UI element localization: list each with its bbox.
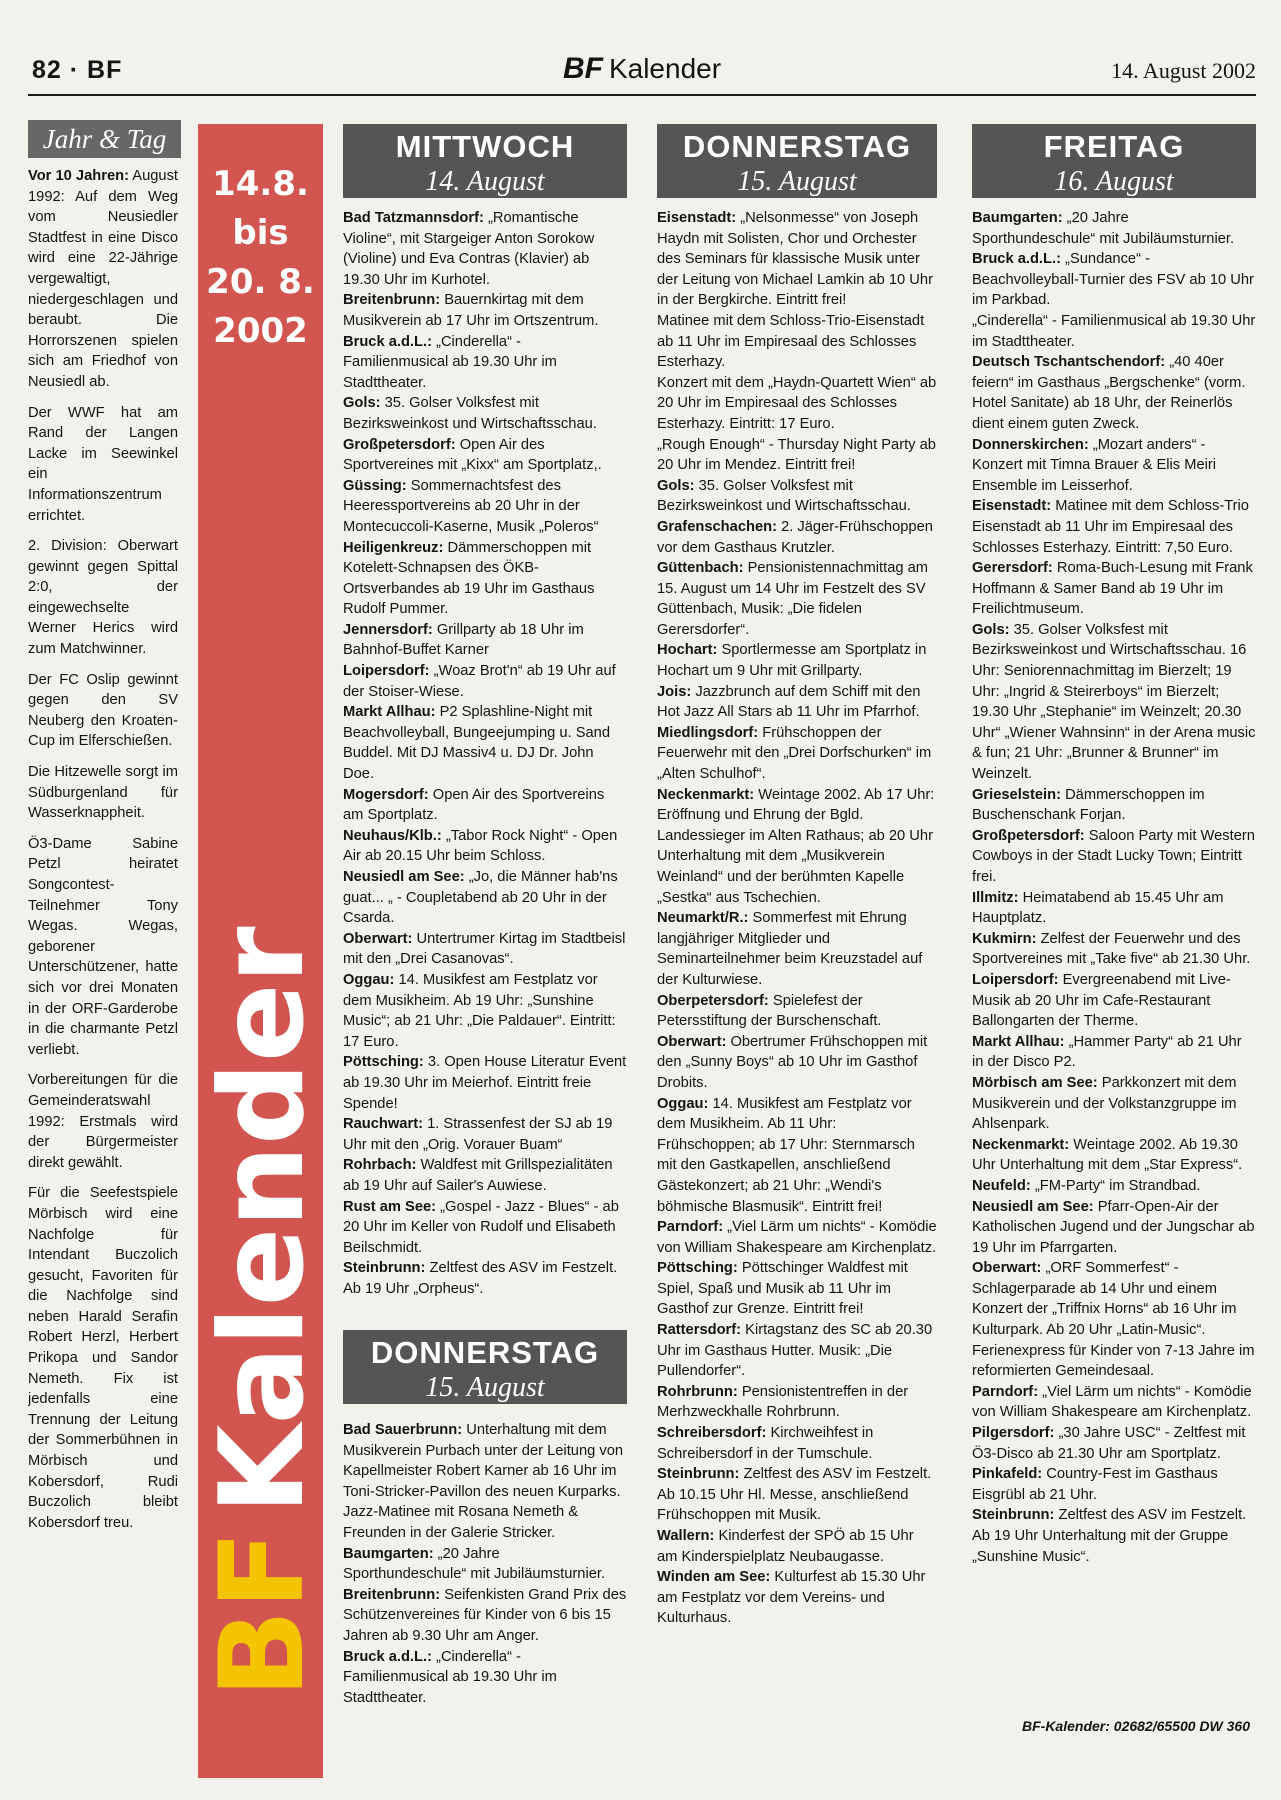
event-entry bbox=[343, 620, 627, 661]
event-entry bbox=[972, 970, 1256, 1032]
event-entry-place: Gols: bbox=[343, 395, 381, 412]
event-entry bbox=[972, 1423, 1256, 1464]
event-entry bbox=[657, 1464, 937, 1526]
event-entry bbox=[972, 435, 1256, 497]
event-entry-place: Gerersdorf: bbox=[972, 560, 1053, 577]
jahr-und-tag-column bbox=[28, 166, 178, 1543]
event-entry-place: Loipersdorf: bbox=[972, 971, 1059, 988]
event-entry bbox=[972, 249, 1256, 311]
event-entry-place: Neckenmarkt: bbox=[657, 786, 755, 803]
event-entry bbox=[343, 332, 627, 394]
event-entry bbox=[972, 888, 1256, 929]
event-entry-text: „Cinderella“ - Familienmusical ab 19.30 Uhr im Stadttheater. bbox=[343, 1648, 557, 1706]
event-entry-text: Zeltfest des ASV im Festzelt. Ab 19 Uhr Unterhaltung mit der Gruppe „Sunshine Music“. bbox=[972, 1507, 1247, 1565]
freitag-date: 16. August bbox=[1054, 166, 1174, 197]
event-entry bbox=[657, 640, 937, 681]
event-entry-place: Grafenschachen: bbox=[657, 518, 777, 535]
event-entry-text: „Nelsonmesse“ von Joseph Haydn mit Solisten, Chor und Orchester des Seminars für klassische Musik unter der Leitung von Michael Lamkin ab 10 Uhr in der Bergkirche. Eintritt frei! bbox=[657, 210, 933, 309]
event-entry bbox=[972, 1505, 1256, 1567]
sidebar-item bbox=[28, 1183, 178, 1533]
event-entry-text: „Viel Lärm um nichts“ - Komödie von William Shakespeare am Kirchenplatz. bbox=[657, 1219, 937, 1256]
event-entry-text: Open Air des Sportvereins am Sportplatz. bbox=[343, 786, 605, 824]
event-entry bbox=[657, 1567, 937, 1629]
event-entry-text: „Hammer Party“ ab 21 Uhr in der Disco P2. bbox=[972, 1033, 1242, 1071]
event-entry bbox=[343, 867, 627, 929]
event-entry-place: Rohrbrunn: bbox=[657, 1383, 738, 1400]
event-entry bbox=[972, 1197, 1256, 1259]
red-date-band bbox=[195, 124, 330, 1778]
issue-date: 14. August 2002 bbox=[1111, 58, 1256, 83]
event-entry-text: „Gospel - Jazz - Blues“ - ab 20 Uhr im Keller von Rudolf und Elisabeth Beilschmidt. bbox=[343, 1198, 619, 1256]
event-entry-place: Oggau: bbox=[343, 971, 395, 988]
event-entry bbox=[343, 1420, 627, 1502]
event-entry-place: Baumgarten: bbox=[343, 1545, 434, 1562]
event-entry-text: 35. Golser Volksfest mit Bezirksweinkost und Wirtschaftsschau. bbox=[343, 395, 597, 432]
event-entry-place: Baumgarten: bbox=[972, 210, 1063, 226]
event-entry-place: Neusiedl am See: bbox=[972, 1198, 1094, 1215]
event-entry bbox=[972, 1135, 1256, 1176]
vertical-logo bbox=[195, 598, 330, 1698]
event-entry bbox=[657, 373, 937, 435]
event-entry bbox=[972, 1073, 1256, 1135]
event-entry-place: Neufeld: bbox=[972, 1177, 1031, 1194]
event-entry bbox=[343, 208, 627, 290]
event-entry-text: „Mozart anders“ - Konzert mit Timna Brauer & Elis Meiri Ensemble im Leisserhof. bbox=[972, 436, 1217, 494]
event-entry-place: Mörbisch am See: bbox=[972, 1074, 1098, 1091]
sidebar-item bbox=[28, 762, 178, 824]
event-entry-place: Bad Tatzmannsdorf: bbox=[343, 210, 484, 226]
event-entry bbox=[657, 1320, 937, 1382]
event-entry bbox=[343, 1585, 627, 1647]
event-entry-text: Matinee mit dem Schloss-Trio Eisenstadt ab 11 Uhr im Empiresaal des Schlosses Esterhazy. Eintritt: 7,50 Euro. bbox=[972, 498, 1249, 556]
event-entry-place: Oberwart: bbox=[343, 930, 413, 947]
event-entry bbox=[657, 208, 937, 311]
event-entry bbox=[343, 785, 627, 826]
event-entry bbox=[972, 826, 1256, 888]
event-entry-text: Parkkonzert mit dem Musikverein und der Volkstanzgruppe im Ahlsenpark. bbox=[972, 1074, 1237, 1133]
sidebar-item bbox=[28, 670, 178, 752]
event-entry-text: Sportlermesse am Sportplatz in Hochart um 9 Uhr mit Grillparty. bbox=[657, 642, 927, 680]
event-entry bbox=[657, 517, 937, 558]
event-entry-place: Winden am See: bbox=[657, 1569, 771, 1586]
event-entry-text: Pfarr-Open-Air der Katholischen Jugend und der Jungschar ab 19 Uhr im Pfarrgarten. bbox=[972, 1198, 1255, 1256]
event-entry-place: Wallern: bbox=[657, 1528, 715, 1544]
event-entry-text: „Rough Enough“ - Thursday Night Party ab 20 Uhr im Mendez. Eintritt frei! bbox=[657, 436, 936, 474]
event-entry bbox=[343, 1647, 627, 1709]
event-entry-place: Großpetersdorf: bbox=[972, 827, 1085, 844]
event-entry bbox=[657, 1032, 937, 1094]
sidebar-item bbox=[28, 166, 178, 393]
event-entry-text: „Sundance“ - Beachvolleyball-Turnier des FSV ab 10 Uhr im Parkbad. bbox=[972, 251, 1254, 309]
event-entry-text: Zeltfest des ASV im Festzelt. Ab 10.15 Uhr Hl. Messe, anschließend Frühschoppen mit Musik. bbox=[657, 1466, 932, 1524]
mittwoch-date: 14. August bbox=[425, 166, 545, 197]
date-range bbox=[198, 160, 323, 356]
event-entry-place: Grieselstein: bbox=[972, 786, 1061, 803]
event-entry-place: Kukmirn: bbox=[972, 930, 1037, 947]
event-entry-text: „FM-Party“ im Strandbad. bbox=[1030, 1177, 1201, 1194]
event-entry-text: P2 Splashline-Night mit Beachvolleyball, Bungeejumping u. Sand Buddel. Mit DJ Massiv4 u. DJ Dr. John Doe. bbox=[343, 704, 611, 783]
event-entry bbox=[343, 1052, 627, 1114]
event-entry-place: Illmitz: bbox=[972, 889, 1019, 906]
event-entry-place: Parndorf: bbox=[657, 1219, 724, 1236]
event-entry bbox=[972, 620, 1256, 785]
event-entry-text: Spielefest der Petersstiftung der Burschenschaft. bbox=[657, 992, 882, 1030]
event-entry-text: Pensionistennachmittag am 15. August um 14 Uhr im Festzelt des SV Güttenbach, Musik: „Die fidelen Gerersdorfer“. bbox=[657, 560, 929, 638]
sidebar-title: Jahr & Tag bbox=[28, 120, 181, 158]
event-entry-place: Heiligenkreuz: bbox=[343, 539, 444, 556]
event-entry bbox=[343, 661, 627, 702]
event-entry-text: „ORF Sommerfest“ - Schlagerparade ab 14 Uhr und einem Konzert der „Triffnix Horns“ ab 16 Uhr im Kulturpark. Ab 20 Uhr „Latin-Music“. Ferienexpress für Kinder von 7-13 Jahre im reformierten Gemeindesaal. bbox=[972, 1260, 1255, 1380]
sidebar-item bbox=[28, 1070, 178, 1173]
event-entry-place: Rust am See: bbox=[343, 1198, 437, 1215]
event-entry-text: Kirtagstanz des SC ab 20.30 Uhr im Gasthaus Hutter. Musik: „Die Pullendorfer“. bbox=[657, 1322, 933, 1380]
event-entry-text: Frühschoppen der Feuerwehr mit den „Drei Dorfschurken“ im „Alten Schulhof“. bbox=[657, 724, 932, 783]
sidebar-item-text: 2. Division: Oberwart gewinnt gegen Spittal 2:0, der eingewechselte Werner Herics wird zum Matchwinner. bbox=[28, 538, 178, 658]
masthead-title: Kalender bbox=[608, 53, 722, 84]
event-entry bbox=[343, 1155, 627, 1196]
event-entry-place: Rattersdorf: bbox=[657, 1322, 742, 1339]
event-entry bbox=[972, 311, 1256, 352]
donnerstag-left-header bbox=[343, 1330, 627, 1404]
event-entry bbox=[972, 785, 1256, 826]
sidebar-item-text: Der FC Oslip gewinnt gegen den SV Neuberg den Kroaten-Cup im Elferschießen. bbox=[28, 671, 178, 750]
event-entry-text: 14. Musikfest am Festplatz vor dem Musikheim. Ab 19 Uhr: „Sunshine Music“; ab 21 Uhr: „Die Paldauer“. Eintritt: 17 Euro. bbox=[343, 971, 616, 1050]
event-entry-place: Bruck a.d.L.: bbox=[972, 251, 1061, 268]
date-range-start: 14.8. bbox=[212, 164, 309, 204]
event-entry-text: „30 Jahre USC“ - Zeltfest mit Ö3-Disco ab 21.30 Uhr am Sportplatz. bbox=[972, 1425, 1246, 1462]
mittwoch-day: MITTWOCH bbox=[395, 129, 575, 164]
event-entry-text: Obertrumer Frühschoppen mit den „Sunny Boys“ ab 10 Uhr im Gasthof Drobits. bbox=[657, 1033, 928, 1091]
event-entry bbox=[657, 476, 937, 517]
mittwoch-header bbox=[343, 124, 627, 198]
sidebar-item bbox=[28, 403, 178, 527]
date-range-bis: bis bbox=[232, 213, 289, 253]
event-entry-place: Steinbrunn: bbox=[343, 1260, 426, 1277]
event-entry-text: Zeltfest des ASV im Festzelt. Ab 19 Uhr „Orpheus“. bbox=[343, 1260, 618, 1297]
event-entry-text: „20 Jahre Sporthundeschule“ mit Jubiläumsturnier. bbox=[343, 1545, 606, 1583]
event-entry bbox=[657, 908, 937, 990]
event-entry bbox=[343, 476, 627, 538]
event-entry bbox=[343, 970, 627, 1052]
page-number: 82 · BF bbox=[32, 56, 123, 84]
event-entry-place: Bad Sauerbrunn: bbox=[343, 1422, 463, 1438]
footer-contact: BF-Kalender: 02682/65500 DW 360 bbox=[1022, 1718, 1250, 1734]
event-entry-text: Grillparty ab 18 Uhr im Bahnhof-Buffet Karner bbox=[343, 621, 584, 659]
event-entry-place: Gols: bbox=[972, 621, 1010, 638]
donnerstag-left-day: DONNERSTAG bbox=[370, 1335, 600, 1370]
event-entry-text: Evergreenabend mit Live-Musik ab 20 Uhr im Cafe-Restaurant Ballongarten der Therme. bbox=[972, 971, 1231, 1030]
event-entry-place: Neckenmarkt: bbox=[972, 1136, 1070, 1153]
event-entry-place: Neusiedl am See: bbox=[343, 869, 465, 885]
masthead-brand: BF bbox=[562, 52, 603, 85]
sidebar-item-text: Die Hitzewelle sorgt im Südburgenland für Wasserknappheit. bbox=[28, 764, 178, 822]
event-entry bbox=[343, 393, 627, 434]
event-entry bbox=[657, 558, 937, 640]
donnerstag-date: 15. August bbox=[737, 166, 857, 197]
event-entry-text: „Jo, die Männer hab'ns guat... „ - Coupletabend ab 20 Uhr in der Csarda. bbox=[343, 869, 618, 927]
event-entry bbox=[657, 1258, 937, 1320]
event-entry-place: Pöttsching: bbox=[343, 1054, 424, 1071]
event-entry-text: Kulturfest ab 15.30 Uhr am Festplatz vor dem Vereins- und Kulturhaus. bbox=[657, 1569, 926, 1627]
event-entry bbox=[972, 1032, 1256, 1073]
sidebar-item-text: August 1992: Auf dem Weg vom Neusiedler Stadtfest in eine Disco wird eine 22-Jährige vergewaltigt, niedergeschlagen und beraubt. Die Horrorszenen spielen sich am Friedhof von Neusiedl ab. bbox=[28, 168, 178, 390]
event-entry bbox=[343, 1114, 627, 1155]
event-entry bbox=[657, 311, 937, 373]
event-entry bbox=[657, 723, 937, 785]
event-entry bbox=[343, 826, 627, 867]
event-entry-place: Mogersdorf: bbox=[343, 786, 429, 803]
event-entry-place: Parndorf: bbox=[972, 1383, 1039, 1400]
event-entry bbox=[972, 352, 1256, 434]
event-entry bbox=[972, 1176, 1256, 1197]
freitag-header bbox=[972, 124, 1256, 198]
event-entry-place: Donnerskirchen: bbox=[972, 436, 1089, 453]
event-entry-text: Sommernachtsfest des Heeressportvereins ab 20 Uhr in der Montecuccoli-Kaserne, Musik „Poleros“ bbox=[343, 477, 599, 535]
event-entry-place: Güssing: bbox=[343, 477, 407, 494]
event-entry-text: Jazz-Matinee mit Rosana Nemeth & Freunden in der Galerie Stricker. bbox=[343, 1504, 579, 1541]
event-entry-text: Pensionistentreffen in der Merhzweckhalle Rohrbrunn. bbox=[657, 1383, 909, 1421]
event-entry-text: Untertrumer Kirtag im Stadtbeisl mit den „Drei Casanovas“. bbox=[343, 930, 626, 968]
event-entry-place: Neuhaus/Klb.: bbox=[343, 827, 442, 844]
event-entry-text: 2. Jäger-Frühschoppen vor dem Gasthaus Krutzler. bbox=[657, 518, 933, 556]
event-entry-text: 14. Musikfest am Festplatz vor dem Musikheim. Ab 11 Uhr: Frühschoppen; ab 17 Uhr: Sternmarsch mit den Gastkapellen, anschließend Gästekonzert; ab 21 Uhr: „Wendi's böhmische Blasmusik“. Eintritt frei! bbox=[657, 1095, 915, 1215]
event-entry-text: 3. Open House Literatur Event ab 19.30 Uhr im Meierhof. Eintritt freie Spende! bbox=[343, 1054, 627, 1112]
event-entry bbox=[343, 929, 627, 970]
event-entry-text: „Woaz Brot'n“ ab 19 Uhr auf der Stoiser-Wiese. bbox=[343, 663, 616, 700]
event-entry-place: Loipersdorf: bbox=[343, 663, 430, 680]
sidebar-item-text: Ö3-Dame Sabine Petzl heiratet Songcontest-Teilnehmer Tony Wegas. Wegas, geborener Unterschützener, hatte sich vor drei Monaten in der ORF-Garderobe in die charmante Petzl verliebt. bbox=[28, 835, 178, 1058]
event-entry-place: Bruck a.d.L.: bbox=[343, 333, 432, 350]
page-header bbox=[28, 52, 1256, 88]
event-entry bbox=[343, 290, 627, 331]
event-entry-text: Roma-Buch-Lesung mit Frank Hoffmann & Samer Band ab 19 Uhr im Freilichtmuseum. bbox=[972, 560, 1253, 618]
event-entry-text: Konzert mit dem „Haydn-Quartett Wien“ ab 20 Uhr im Empiresaal des Schlosses Esterhazy. Eintritt: 17 Euro. bbox=[657, 374, 937, 432]
event-entry-place: Jennersdorf: bbox=[343, 621, 433, 638]
event-entry-text: Dämmerschoppen im Buschenschank Forjan. bbox=[972, 786, 1205, 824]
event-entry-text: Jazzbrunch auf dem Schiff mit den Hot Jazz All Stars ab 11 Uhr im Pfarrhof. bbox=[657, 683, 921, 721]
event-entry-place: Neumarkt/R.: bbox=[657, 910, 749, 927]
event-entry-text: „Tabor Rock Night“ - Open Air ab 20.15 Uhr beim Schloss. bbox=[343, 827, 618, 865]
event-entry-place: Gols: bbox=[657, 477, 695, 494]
event-entry-place: Eisenstadt: bbox=[657, 210, 737, 226]
event-entry-place: Markt Allhau: bbox=[343, 704, 436, 721]
event-entry-place: Großpetersdorf: bbox=[343, 436, 456, 453]
event-entry-place: Rohrbach: bbox=[343, 1157, 417, 1174]
event-entry-text: Seifenkisten Grand Prix des Schützenvereines für Kinder von 6 bis 15 Jahren ab 9.30 Uhr am Anger. bbox=[343, 1586, 627, 1644]
event-entry-text: Country-Fest im Gasthaus Eisgrübl ab 21 Uhr. bbox=[972, 1466, 1218, 1503]
event-entry bbox=[972, 929, 1256, 970]
event-entry-place: Rauchwart: bbox=[343, 1116, 423, 1133]
event-entry bbox=[343, 435, 627, 476]
event-entry bbox=[657, 1526, 937, 1567]
donnerstag-left-column bbox=[343, 1420, 627, 1760]
event-entry-text: Waldfest mit Grillspezialitäten ab 19 Uhr auf Sailer's Auwiese. bbox=[343, 1157, 613, 1194]
event-entry bbox=[972, 208, 1256, 249]
event-entry bbox=[972, 1382, 1256, 1423]
sidebar-item-text: Vorbereitungen für die Gemeinderatswahl 1992: Erstmals wird der Bürgermeister direkt gewählt. bbox=[28, 1072, 178, 1171]
event-entry bbox=[972, 558, 1256, 620]
event-entry bbox=[343, 538, 627, 620]
event-entry bbox=[343, 1258, 627, 1298]
event-entry-text: 1. Strassenfest der SJ ab 19 Uhr mit den „Orig. Vorauer Buam“ bbox=[343, 1116, 613, 1153]
event-entry bbox=[657, 682, 937, 723]
event-entry bbox=[657, 1382, 937, 1423]
event-entry-text: „Viel Lärm um nichts“ - Komödie von William Shakespeare am Kirchenplatz. bbox=[972, 1383, 1252, 1421]
event-entry-place: Oggau: bbox=[657, 1095, 709, 1112]
event-entry-place: Oberpetersdorf: bbox=[657, 992, 769, 1009]
sidebar-item bbox=[28, 834, 178, 1061]
event-entry-text: Weintage 2002. Ab 19.30 Uhr Unterhaltung mit dem „Star Express“. bbox=[972, 1136, 1243, 1174]
sidebar-item-place: Vor 10 Jahren: bbox=[28, 168, 129, 184]
event-entry-text: Pöttschinger Waldfest mit Spiel, Spaß und Musik ab 11 Uhr im Gasthof zur Grenze. Eintritt frei! bbox=[657, 1260, 908, 1318]
event-entry-text: Open Air des Sportvereines mit „Kixx“ am Sportplatz,. bbox=[343, 436, 602, 474]
event-entry-place: Jois: bbox=[657, 683, 692, 700]
event-entry bbox=[972, 496, 1256, 558]
event-entry-text: 35. Golser Volksfest mit Bezirksweinkost und Wirtschaftsschau. 16 Uhr: Seniorennachmittag im Bierzelt; 19 Uhr: „Ingrid & Steirerboys“ im Bierzelt; 19.30 Uhr „Stephanie“ im Weinzelt; 20.30 Uhr“ „Wiener Wahnsinn“ in der Arena music & fun; 21 Uhr: „Brunner & Brunner“ im Weinzelt. bbox=[972, 621, 1256, 783]
donnerstag-column bbox=[657, 208, 937, 1768]
vertical-logo-word: Kalender bbox=[195, 926, 330, 1515]
event-entry-place: Oberwart: bbox=[972, 1260, 1042, 1277]
masthead bbox=[28, 52, 1256, 86]
event-entry-text: Dämmerschoppen mit Kotelett-Schnapsen des ÖKB-Ortsverbandes ab 19 Uhr im Gasthaus Rudolf Pummer. bbox=[343, 539, 595, 618]
event-entry-text: Kinderfest der SPÖ ab 15 Uhr am Kinderspielplatz Neubaugasse. bbox=[657, 1528, 914, 1565]
event-entry-text: Saloon Party mit Western Cowboys in der Stadt Lucky Town; Eintritt frei. bbox=[972, 827, 1255, 885]
event-entry bbox=[657, 1094, 937, 1218]
vertical-logo-bf: BF bbox=[195, 1530, 330, 1698]
event-entry-text: „Romantische Violine“, mit Stargeiger Anton Sorokow (Violine) und Eva Contras (Klavier) ab 19.30 Uhr im Kurhotel. bbox=[343, 210, 595, 288]
event-entry-place: Bruck a.d.L.: bbox=[343, 1648, 432, 1665]
event-entry-text: Matinee mit dem Schloss-Trio-Eisenstadt ab 11 Uhr im Empiresaal des Schlosses Esterhazy. bbox=[657, 312, 925, 371]
event-entry-text: Kirchweihfest in Schreibersdorf in der Tumschule. bbox=[657, 1425, 874, 1462]
sidebar-item bbox=[28, 536, 178, 660]
event-entry-place: Breitenbrunn: bbox=[343, 292, 441, 309]
event-entry-place: Markt Allhau: bbox=[972, 1033, 1065, 1050]
date-range-end: 20. 8. bbox=[206, 262, 315, 302]
event-entry-text: „Cinderella“ - Familienmusical ab 19.30 Uhr im Stadttheater. bbox=[972, 312, 1256, 350]
event-entry-place: Eisenstadt: bbox=[972, 498, 1052, 515]
event-entry bbox=[972, 1464, 1256, 1505]
event-entry-place: Breitenbrunn: bbox=[343, 1586, 441, 1603]
event-entry-text: „Cinderella“ - Familienmusical ab 19.30 Uhr im Stadttheater. bbox=[343, 333, 557, 391]
event-entry bbox=[343, 1544, 627, 1585]
event-entry bbox=[657, 991, 937, 1032]
event-entry-text: „40 40er feiern“ im Gasthaus „Bergschenke“ (vorm. Hotel Sanitate) ab 18 Uhr, der Reinerlös dient einem guten Zweck. bbox=[972, 354, 1246, 432]
event-entry-place: Pilgersdorf: bbox=[972, 1425, 1055, 1442]
event-entry-place: Pinkafeld: bbox=[972, 1466, 1043, 1483]
donnerstag-header bbox=[657, 124, 937, 198]
date-range-year: 2002 bbox=[213, 311, 308, 351]
event-entry-text: Sommerfest mit Ehrung langjähriger Mitglieder und Seminarteilnehmer beim Kreuzstadel auf der Kulturwiese. bbox=[657, 910, 923, 988]
sidebar-item-text: Der WWF hat am Rand der Langen Lacke im Seewinkel ein Informationszentrum errichtet. bbox=[28, 404, 178, 524]
freitag-column bbox=[972, 208, 1256, 1708]
event-entry bbox=[343, 1197, 627, 1259]
event-entry-text: Weintage 2002. Ab 17 Uhr: Eröffnung und Ehrung der Bgld. Landessieger im Alten Rathaus; ab 20 Uhr Unterhaltung mit dem „Musikverein Weinland“ und der berühmten Kapelle „Sestka“ aus Tschechien. bbox=[657, 786, 935, 906]
header-rule bbox=[28, 94, 1256, 96]
freitag-day: FREITAG bbox=[1043, 129, 1185, 164]
donnerstag-left-date: 15. August bbox=[425, 1372, 545, 1403]
event-entry-place: Steinbrunn: bbox=[972, 1507, 1055, 1524]
event-entry-place: Hochart: bbox=[657, 642, 718, 659]
event-entry-text: Bauernkirtag mit dem Musikverein ab 17 Uhr im Ortszentrum. bbox=[343, 292, 599, 329]
event-entry bbox=[657, 1217, 937, 1258]
event-entry-place: Pöttsching: bbox=[657, 1260, 738, 1277]
event-entry bbox=[657, 435, 937, 476]
event-entry-place: Schreibersdorf: bbox=[657, 1425, 767, 1442]
event-entry-text: Unterhaltung mit dem Musikverein Purbach unter der Leitung von Kapellmeister Robert Karner ab 16 Uhr im Toni-Stricker-Pavillon des neuen Kurparks. bbox=[343, 1422, 624, 1500]
event-entry bbox=[343, 702, 627, 784]
mittwoch-column bbox=[343, 208, 627, 1298]
donnerstag-day: DONNERSTAG bbox=[682, 129, 912, 164]
event-entry-place: Oberwart: bbox=[657, 1033, 727, 1050]
event-entry-place: Steinbrunn: bbox=[657, 1466, 740, 1483]
sidebar-item-text: Für die Seefestspiele Mörbisch wird eine Nachfolge für Intendant Buczolich gesucht, Favoriten für die Nachfolge sind neben Harald Serafin Robert Herzl, Herbert Prikopa und Sandor Nemeth. Fix ist jedenfalls eine Trennung der Leitung der Sommerbühnen in Mörbisch und Kobersdorf, Rudi Buczolich bleibt Kobersdorf treu. bbox=[28, 1185, 178, 1531]
event-entry-place: Güttenbach: bbox=[657, 560, 744, 577]
event-entry bbox=[343, 1502, 627, 1543]
event-entry-text: Heimatabend ab 15.45 Uhr am Hauptplatz. bbox=[972, 889, 1224, 927]
event-entry bbox=[657, 785, 937, 909]
event-entry-place: Deutsch Tschantschendorf: bbox=[972, 354, 1166, 371]
event-entry-text: 35. Golser Volksfest mit Bezirksweinkost und Wirtschaftsschau. bbox=[657, 477, 911, 515]
event-entry bbox=[972, 1258, 1256, 1382]
event-entry-text: Zelfest der Feuerwehr und des Sportvereines mit „Take five“ ab 21.30 Uhr. bbox=[972, 930, 1251, 968]
event-entry bbox=[657, 1423, 937, 1464]
event-entry-place: Miedlingsdorf: bbox=[657, 724, 759, 741]
event-entry-text: „20 Jahre Sporthundeschule“ mit Jubiläumsturnier. bbox=[972, 210, 1235, 247]
